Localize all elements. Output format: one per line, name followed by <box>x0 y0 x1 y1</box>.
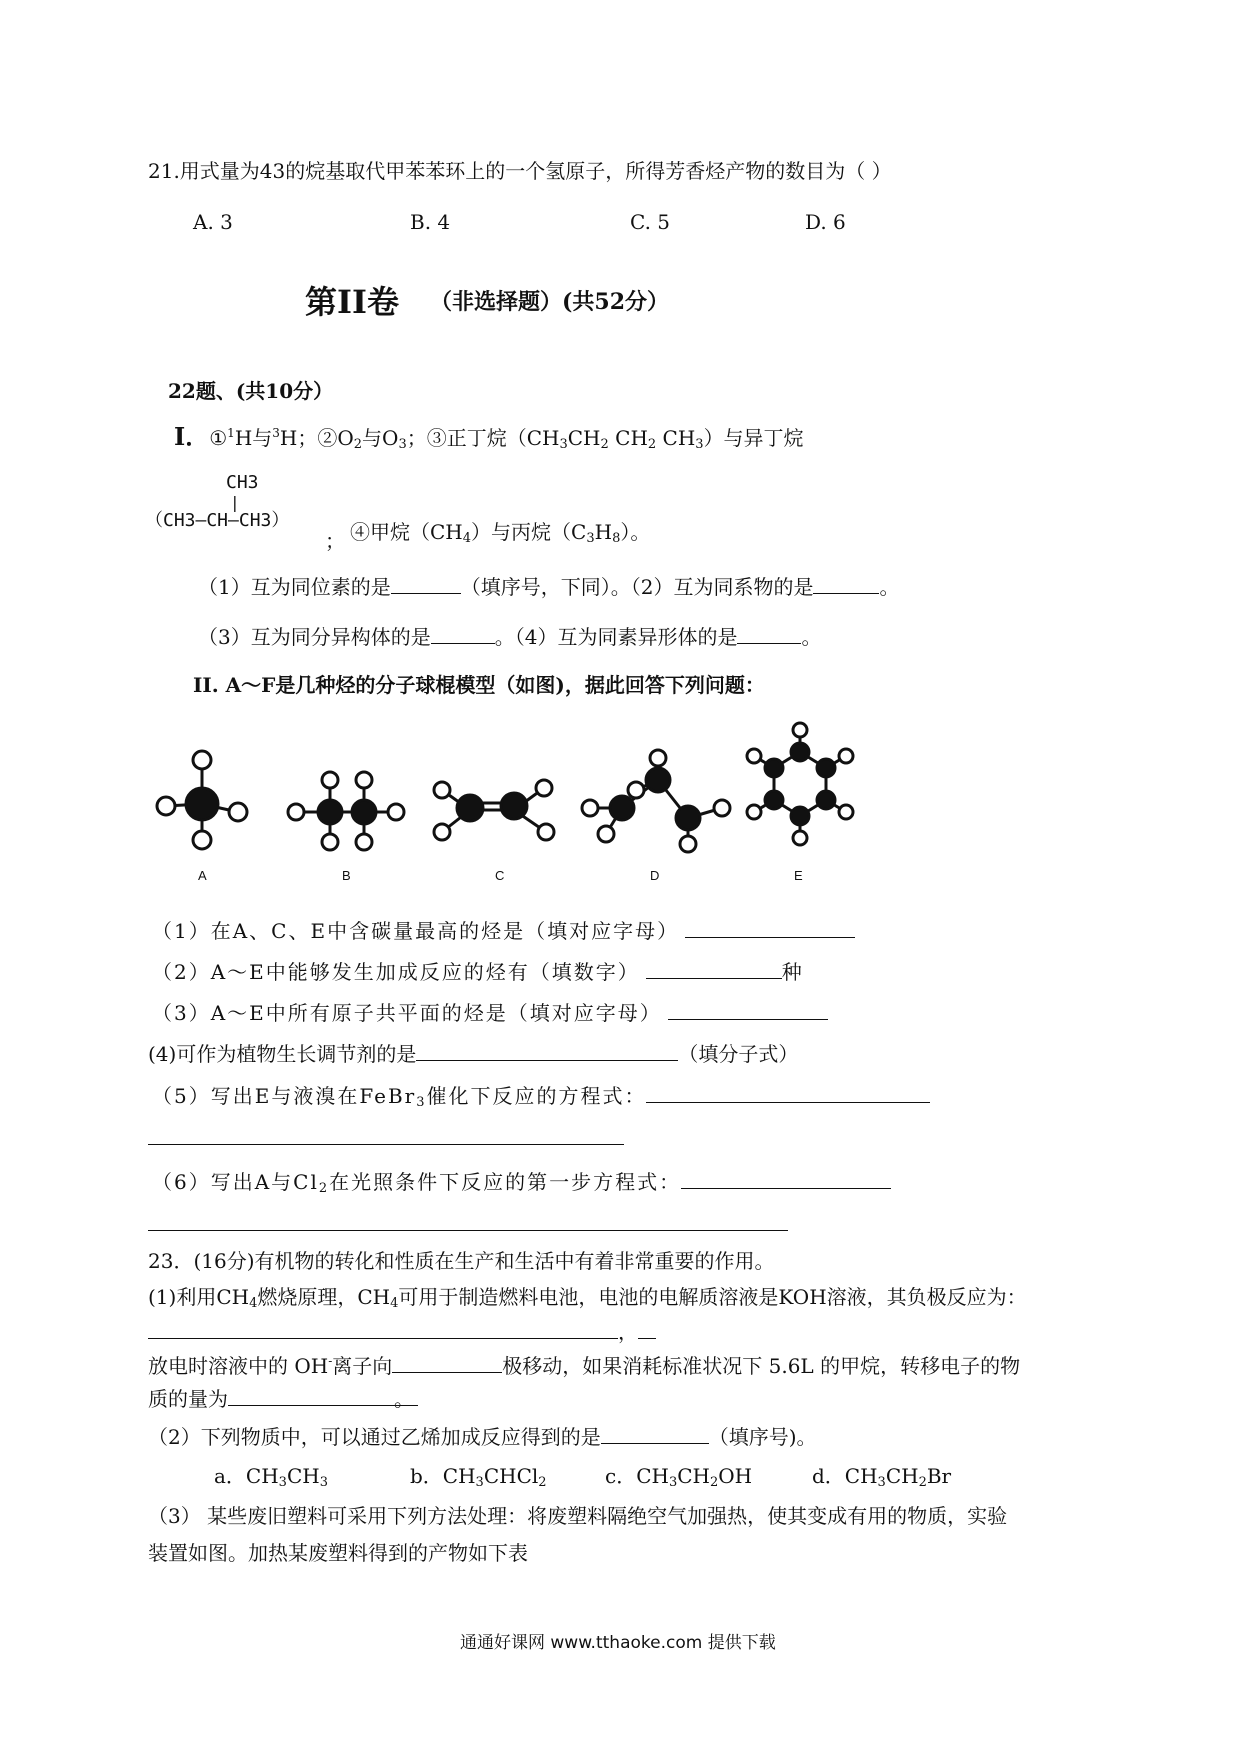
molecule-d <box>582 750 730 852</box>
molecule-a-methane <box>157 751 247 849</box>
molecule-label-e: E <box>794 868 803 883</box>
q22-part2-q6: （6）写出A与$Cl_2$在光照条件下反应的第一步方程式： <box>152 1168 891 1195</box>
q23-p2-option-b: b．$CH_3CHCl_2$ <box>410 1464 547 1490</box>
q22-part2-q1: （1）在A、C、E中含碳量最高的烃是（填对应字母） <box>152 917 855 944</box>
molecule-label-c: C <box>495 868 505 883</box>
q21-option-c: C. 5 <box>630 210 671 234</box>
answer-blank[interactable] <box>148 1124 624 1145</box>
section2-title: 第II卷 <box>305 283 399 321</box>
roman-numeral-1: I． <box>174 422 210 451</box>
q23-p1-line2: ， <box>148 1318 656 1345</box>
molecule-label-d: D <box>650 868 660 883</box>
answer-blank[interactable] <box>685 917 855 938</box>
q23-header: 23．(16分)有机物的转化和性质在生产和生活中有着非常重要的作用。 <box>148 1249 775 1273</box>
section2-subtitle: （非选择题）(共52分） <box>430 289 670 315</box>
answer-blank[interactable] <box>228 1385 418 1406</box>
answer-blank[interactable] <box>737 623 801 644</box>
q22-part1-line1: I．①$^1$H与$^3$H；$②O_2$与$O_3$；③正丁烷（$CH_3CH_2$ $CH_2$ $CH_3$）与异丁烷 <box>174 422 804 452</box>
answer-blank[interactable] <box>681 1168 891 1189</box>
answer-blank[interactable] <box>668 999 828 1020</box>
q23-p1-line1: (1)利用$CH_4$燃烧原理，$CH_4$可用于制造燃料电池，电池的电解质溶液是KOH溶液，其负极反应为： <box>148 1285 1027 1311</box>
q23-p2-option-d: d．$CH_3CH_2Br$ <box>812 1464 952 1490</box>
ball-and-stick-models-figure <box>150 708 890 898</box>
answer-blank[interactable] <box>646 958 782 979</box>
q23-p3-line2: 装置如图。加热某废塑料得到的产物如下表 <box>148 1541 528 1565</box>
molecule-label-a: A <box>198 868 207 883</box>
q21-option-b: B. 4 <box>410 210 451 234</box>
answer-blank[interactable] <box>391 573 461 594</box>
q22-header: 22题、(共10分） <box>168 379 334 403</box>
q22-part1-q1-q2: （1）互为同位素的是 （填序号，下同）。（2）互为同系物的是 。 <box>198 575 900 599</box>
q22-part1-q3-q4: （3）互为同分异构体的是 。（4）互为同素异形体的是 。 <box>198 625 822 649</box>
molecule-c <box>434 780 554 840</box>
q23-p2-option-a: a．$CH_3CH_3$ <box>214 1464 328 1490</box>
isobutane-branch-bond: | <box>230 493 240 512</box>
q22-part2-q3: （3）A～E中所有原子共平面的烃是（填对应字母） <box>152 999 828 1026</box>
answer-blank[interactable] <box>416 1040 678 1061</box>
q23-p1-line4: 质的量为 。 <box>148 1385 414 1412</box>
molecule-b-ethane <box>288 772 404 850</box>
q21-option-a: A. 3 <box>193 210 233 234</box>
q21-stem: 21.用式量为43的烷基取代甲苯苯环上的一个氢原子，所得芳香烃产物的数目为（ ） <box>148 159 892 183</box>
q23-p2-option-c: c．$CH_3CH_2OH$ <box>605 1464 753 1490</box>
q22-part2-q2: （2）A～E中能够发生加成反应的烃有（填数字） 种 <box>152 960 804 984</box>
isobutane-branch-ch3: CH3 <box>226 472 259 493</box>
q22-part2-q5-continued <box>148 1124 624 1151</box>
q23-p2: （2）下列物质中，可以通过乙烯加成反应得到的是 （填序号)。 <box>148 1425 817 1449</box>
answer-blank[interactable] <box>392 1352 502 1373</box>
answer-blank[interactable] <box>813 573 879 594</box>
q22-part1-line2: ④甲烷$(CH_4)$与丙烷$(C_3H_8)$。 <box>350 520 651 546</box>
molecule-label-b: B <box>342 868 351 883</box>
q21-option-d: D. 6 <box>805 210 846 234</box>
answer-blank[interactable] <box>638 1318 656 1339</box>
q22-part2-q6-continued <box>148 1210 788 1237</box>
q22-part2-intro: II. A～F是几种烃的分子球棍模型（如图)，据此回答下列问题： <box>193 673 765 697</box>
q23-p3-line1: （3） 某些废旧塑料可采用下列方法处理：将废塑料隔绝空气加强热，使其变成有用的物质，实验 <box>148 1504 1008 1528</box>
molecule-e-benzene <box>747 723 853 845</box>
answer-blank[interactable] <box>148 1318 618 1339</box>
page-footer: 通通好课网 www.tthaoke.com 提供下载 <box>460 1633 776 1653</box>
q23-p1-line3: 放电时溶液中的 OH-离子向 极移动，如果消耗标准状况下 5.6L 的甲烷，转移电子的物 <box>148 1354 1021 1378</box>
answer-blank[interactable] <box>148 1210 788 1231</box>
q22-part2-q5: （5）写出E与液溴在FeBr$_3$催化下反应的方程式： <box>152 1082 930 1109</box>
q22-part2-q4: (4)可作为植物生长调节剂的是 （填分子式） <box>148 1042 799 1066</box>
answer-blank[interactable] <box>601 1423 709 1444</box>
answer-blank[interactable] <box>431 623 495 644</box>
answer-blank[interactable] <box>646 1082 930 1103</box>
isobutane-semicolon: ； <box>325 529 345 553</box>
isobutane-formula: （CH3—CH—CH3） <box>145 510 290 531</box>
